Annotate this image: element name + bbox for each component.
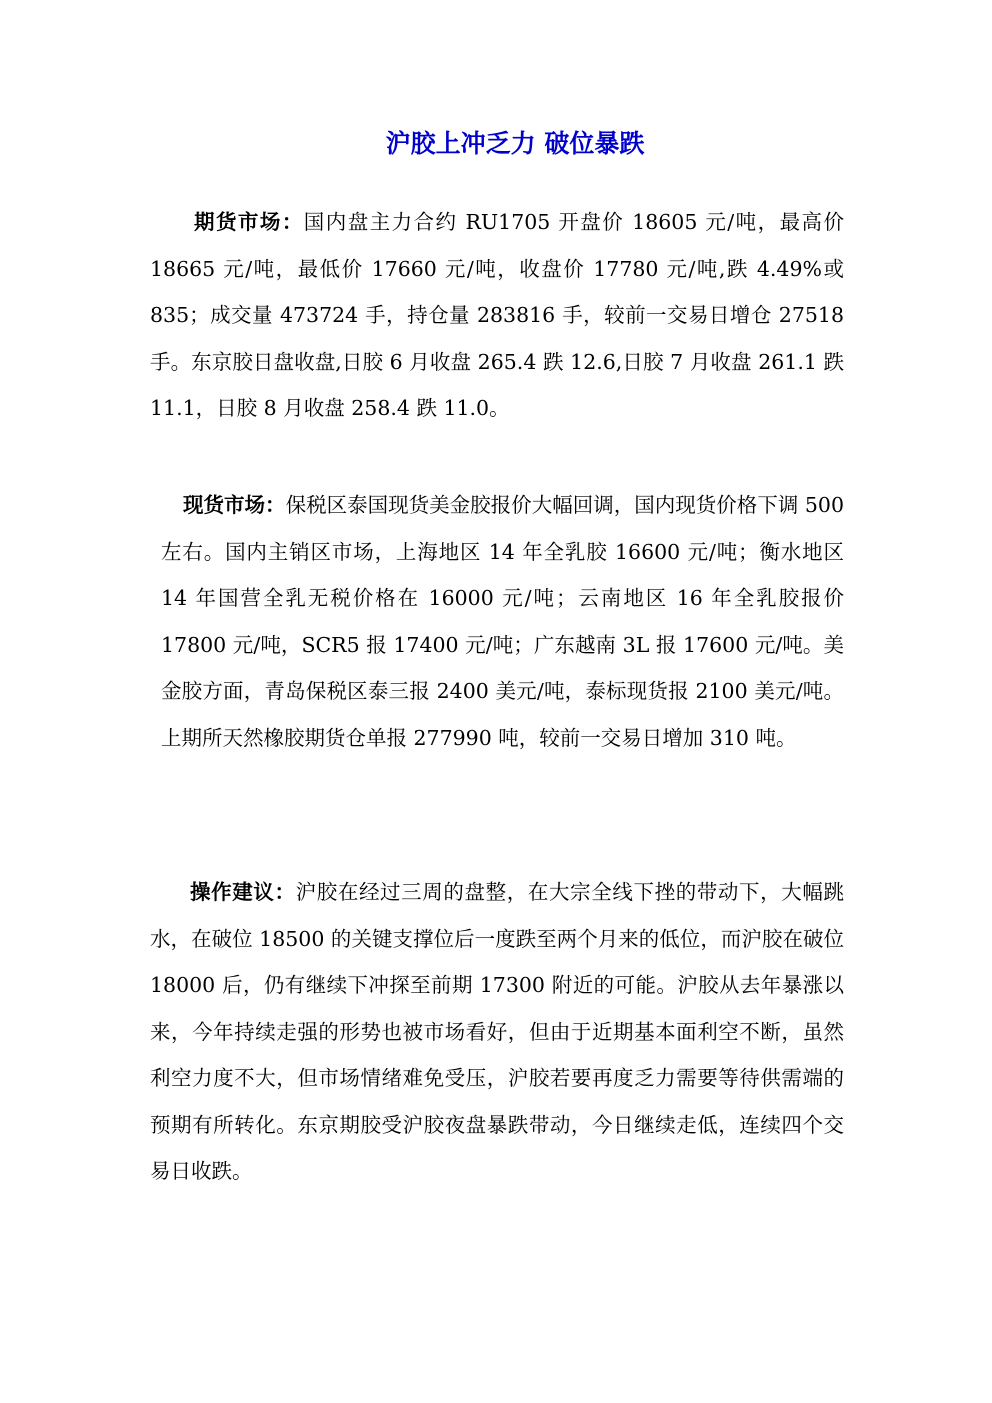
operation-advice-text: 沪胶在经过三周的盘整，在大宗全线下挫的带动下，大幅跳水，在破位 18500 的关键支撑位后一度跌至两个月来的低位，而沪胶在破位 18000 后，仍有继续下冲探至前期 17300 附近的可能。沪胶从去年暴涨以来，今年持续走强的形势也被市场看好，但由于近期基本面利空不断，虽然利空力度不大，但市场情绪难免受压，沪胶若要再度乏力需要等待供需端的预期有所转化。东京期胶受沪胶夜盘暴跌带动，今日继续走低，连续四个交易日收跌。 — [150, 880, 845, 1183]
futures-market-text: 国内盘主力合约 RU1705 开盘价 18605 元/吨，最高价 18665 元/吨，最低价 17660 元/吨，收盘价 17780 元/吨,跌 4.49%或 835；成交量 473724 手，持仓量 283816 手，较前一交易日增仓 27518 手。东京胶日盘收盘,日胶 6 月收盘 265.4 跌 12.6,日胶 7 月收盘 261.1 跌 11.1，日胶 8 月收盘 258.4 跌 11.0。 — [150, 210, 845, 420]
futures-market-label: 期货市场： — [194, 210, 304, 234]
spot-market-label: 现货市场： — [183, 493, 286, 517]
spot-market-paragraph — [161, 482, 844, 761]
operation-advice-paragraph — [150, 869, 844, 1195]
operation-advice-label: 操作建议： — [190, 880, 296, 904]
spot-market-text: 保税区泰国现货美金胶报价大幅回调，国内现货价格下调 500 左右。国内主销区市场，上海地区 14 年全乳胶 16600 元/吨；衡水地区 14 年国营全乳无税价格在 16000 元/吨；云南地区 16 年全乳胶报价 17800 元/吨，SCR5 报 17400 元/吨；广东越南 3L 报 17600 元/吨。美金胶方面，青岛保税区泰三报 2400 美元/吨，泰标现货报 2100 美元/吨。上期所天然橡胶期货仓单报 277990 吨，较前一交易日增加 310 吨。 — [161, 493, 844, 750]
futures-market-paragraph — [150, 199, 844, 432]
document-title: 沪胶上冲乏力 破位暴跌 — [385, 129, 645, 158]
